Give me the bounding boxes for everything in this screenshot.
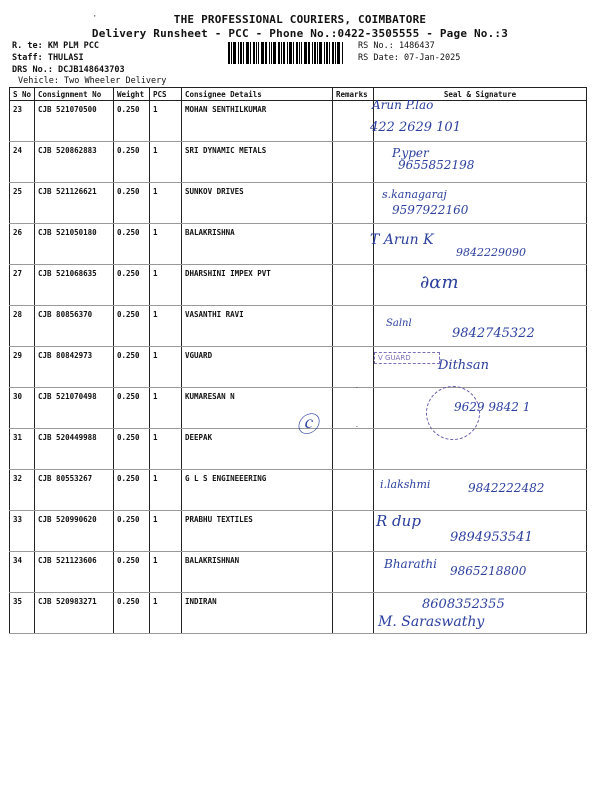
cell-pcs: 1	[150, 142, 182, 183]
cell-consignment: CJB 520983271	[35, 593, 114, 634]
cell-consignee: KUMARESAN N	[182, 388, 333, 429]
cell-pcs: 1	[150, 552, 182, 593]
cell-signature	[374, 265, 587, 306]
table-row	[10, 183, 587, 224]
cell-remarks	[333, 183, 374, 224]
cell-sno: 24	[10, 142, 35, 183]
rs-number: RS No.: 1486437	[358, 41, 435, 51]
table-row	[10, 552, 587, 593]
table-row	[10, 265, 587, 306]
cell-signature	[374, 388, 587, 429]
cell-sno: 28	[10, 306, 35, 347]
signature-scribble-icon: Salnl	[386, 318, 412, 329]
handwritten-phone: 9894953541	[450, 530, 533, 545]
table-row	[10, 101, 587, 142]
cell-weight: 0.250	[114, 470, 150, 511]
vehicle-label: Vehicle: Two Wheeler Delivery	[18, 76, 167, 86]
cell-remarks	[333, 142, 374, 183]
table-row	[10, 142, 587, 183]
dash-mark: -	[355, 384, 359, 391]
handwritten-name: M. Saraswathy	[378, 614, 485, 630]
cell-consignee: VASANTHI RAVI	[182, 306, 333, 347]
cell-consignee: PRABHU TEXTILES	[182, 511, 333, 552]
cell-signature	[374, 429, 587, 470]
cell-remarks	[333, 388, 374, 429]
handwritten-name: Dithsan	[438, 358, 489, 373]
cell-remarks	[333, 593, 374, 634]
handwritten-phone: 9842222482	[468, 481, 545, 495]
cell-consignee: SRI DYNAMIC METALS	[182, 142, 333, 183]
drs-number: DRS No.: DCJB148643703	[12, 65, 125, 75]
cell-sno: 30	[10, 388, 35, 429]
corner-mark: ·	[92, 12, 98, 22]
cell-pcs: 1	[150, 429, 182, 470]
barcode	[228, 42, 352, 64]
cell-sno: 34	[10, 552, 35, 593]
hospital-stamp	[426, 386, 480, 440]
delivery-table	[9, 87, 587, 634]
runsheet-title: Delivery Runsheet - PCC - Phone No.:0422-3505555 - Page No.:3	[91, 27, 509, 40]
cell-sno: 31	[10, 429, 35, 470]
cell-sno: 26	[10, 224, 35, 265]
handwritten-phone: 9865218800	[450, 564, 527, 578]
cell-remarks	[333, 511, 374, 552]
cell-weight: 0.250	[114, 265, 150, 306]
cell-pcs: 1	[150, 224, 182, 265]
handwritten-phone: 422 2629 101	[370, 120, 461, 135]
col-weight: Weight	[114, 88, 150, 101]
cell-pcs: 1	[150, 511, 182, 552]
cell-pcs: 1	[150, 593, 182, 634]
cell-consignment: CJB 520862883	[35, 142, 114, 183]
cell-signature	[374, 306, 587, 347]
handwritten-phone: 8608352355	[422, 597, 505, 612]
cell-weight: 0.250	[114, 552, 150, 593]
handwritten-phone: 9629 9842 1	[454, 400, 531, 414]
handwritten-name: Arun P.lao	[372, 98, 434, 112]
cell-consignment: CJB 520449988	[35, 429, 114, 470]
handwritten-phone: 9842229090	[456, 246, 526, 259]
cell-weight: 0.250	[114, 183, 150, 224]
cell-remarks	[333, 470, 374, 511]
cell-signature	[374, 142, 587, 183]
col-pcs: PCS	[150, 88, 182, 101]
cell-weight: 0.250	[114, 224, 150, 265]
signature-scribble-icon: R dup	[376, 512, 421, 530]
company-title: THE PROFESSIONAL COURIERS, COIMBATORE	[173, 13, 427, 26]
handwritten-phone: 9655852198	[398, 158, 475, 172]
cell-weight: 0.250	[114, 388, 150, 429]
cell-consignee: BALAKRISHNA	[182, 224, 333, 265]
encircled-mark-icon: ⓒ	[296, 413, 319, 438]
cell-signature	[374, 552, 587, 593]
cell-pcs: 1	[150, 388, 182, 429]
cell-pcs: 1	[150, 265, 182, 306]
cell-weight: 0.250	[114, 306, 150, 347]
cell-consignee: INDIRAN	[182, 593, 333, 634]
cell-sno: 29	[10, 347, 35, 388]
cell-consignee: VGUARD	[182, 347, 333, 388]
cell-consignment: CJB 80856370	[35, 306, 114, 347]
table-row	[10, 511, 587, 552]
cell-sno: 35	[10, 593, 35, 634]
table-row	[10, 306, 587, 347]
cell-consignee: G L S ENGINEEERING	[182, 470, 333, 511]
col-consignment: Consignment No	[35, 88, 114, 101]
table-row	[10, 470, 587, 511]
handwritten-name: Bharathi	[384, 557, 437, 571]
company-stamp: V GUARD	[374, 352, 440, 364]
cell-signature	[374, 101, 587, 142]
dash-mark: -	[355, 423, 359, 430]
signature-scribble-icon: ∂ɑm	[420, 272, 459, 293]
cell-signature	[374, 183, 587, 224]
table-row	[10, 347, 587, 388]
col-remarks: Remarks	[333, 88, 374, 101]
cell-consignee: BALAKRISHNAN	[182, 552, 333, 593]
cell-pcs: 1	[150, 306, 182, 347]
cell-sno: 25	[10, 183, 35, 224]
handwritten-phone: 9842745322	[452, 326, 535, 341]
handwritten-phone: 9597922160	[392, 203, 469, 217]
handwritten-name: P.yper	[392, 146, 429, 160]
cell-signature	[374, 511, 587, 552]
cell-consignment: CJB 521123606	[35, 552, 114, 593]
cell-remarks	[333, 101, 374, 142]
cell-sno: 33	[10, 511, 35, 552]
cell-consignee: SUNKOV DRIVES	[182, 183, 333, 224]
cell-consignment: CJB 520990620	[35, 511, 114, 552]
cell-remarks	[333, 429, 374, 470]
cell-sno: 32	[10, 470, 35, 511]
table-row	[10, 429, 587, 470]
staff-label: Staff: THULASI	[12, 53, 84, 63]
handwritten-name: T Arun K	[370, 232, 434, 248]
cell-weight: 0.250	[114, 429, 150, 470]
cell-consignment: CJB 521070500	[35, 101, 114, 142]
cell-remarks	[333, 306, 374, 347]
cell-remarks	[333, 347, 374, 388]
cell-pcs: 1	[150, 101, 182, 142]
cell-remarks	[333, 552, 374, 593]
cell-consignee: MOHAN SENTHILKUMAR	[182, 101, 333, 142]
cell-pcs: 1	[150, 470, 182, 511]
cell-signature	[374, 593, 587, 634]
cell-weight: 0.250	[114, 511, 150, 552]
col-consignee: Consignee Details	[182, 88, 333, 101]
cell-sno: 27	[10, 265, 35, 306]
cell-pcs: 1	[150, 347, 182, 388]
cell-weight: 0.250	[114, 347, 150, 388]
cell-signature	[374, 470, 587, 511]
col-signature: Seal & Signature	[374, 88, 587, 101]
cell-consignment: CJB 521126621	[35, 183, 114, 224]
cell-weight: 0.250	[114, 142, 150, 183]
table-row	[10, 593, 587, 634]
cell-consignment: CJB 521050180	[35, 224, 114, 265]
cell-consignment: CJB 521068635	[35, 265, 114, 306]
cell-consignee: DHARSHINI IMPEX PVT	[182, 265, 333, 306]
cell-weight: 0.250	[114, 593, 150, 634]
handwritten-name: i.lakshmi	[380, 478, 431, 491]
cell-consignment: CJB 80553267	[35, 470, 114, 511]
col-sno: S No	[10, 88, 35, 101]
table-header	[10, 88, 587, 101]
cell-consignment: CJB 521070498	[35, 388, 114, 429]
cell-signature	[374, 224, 587, 265]
cell-consignee: DEEPAK	[182, 429, 333, 470]
route-label: R. te: KM PLM PCC	[12, 41, 99, 51]
cell-remarks	[333, 265, 374, 306]
cell-pcs: 1	[150, 183, 182, 224]
table-row	[10, 388, 587, 429]
rs-date: RS Date: 07-Jan-2025	[358, 53, 461, 63]
cell-weight: 0.250	[114, 101, 150, 142]
table-row	[10, 224, 587, 265]
handwritten-name: s.kanagaraj	[382, 188, 447, 201]
cell-sno: 23	[10, 101, 35, 142]
cell-remarks	[333, 224, 374, 265]
cell-consignment: CJB 80842973	[35, 347, 114, 388]
